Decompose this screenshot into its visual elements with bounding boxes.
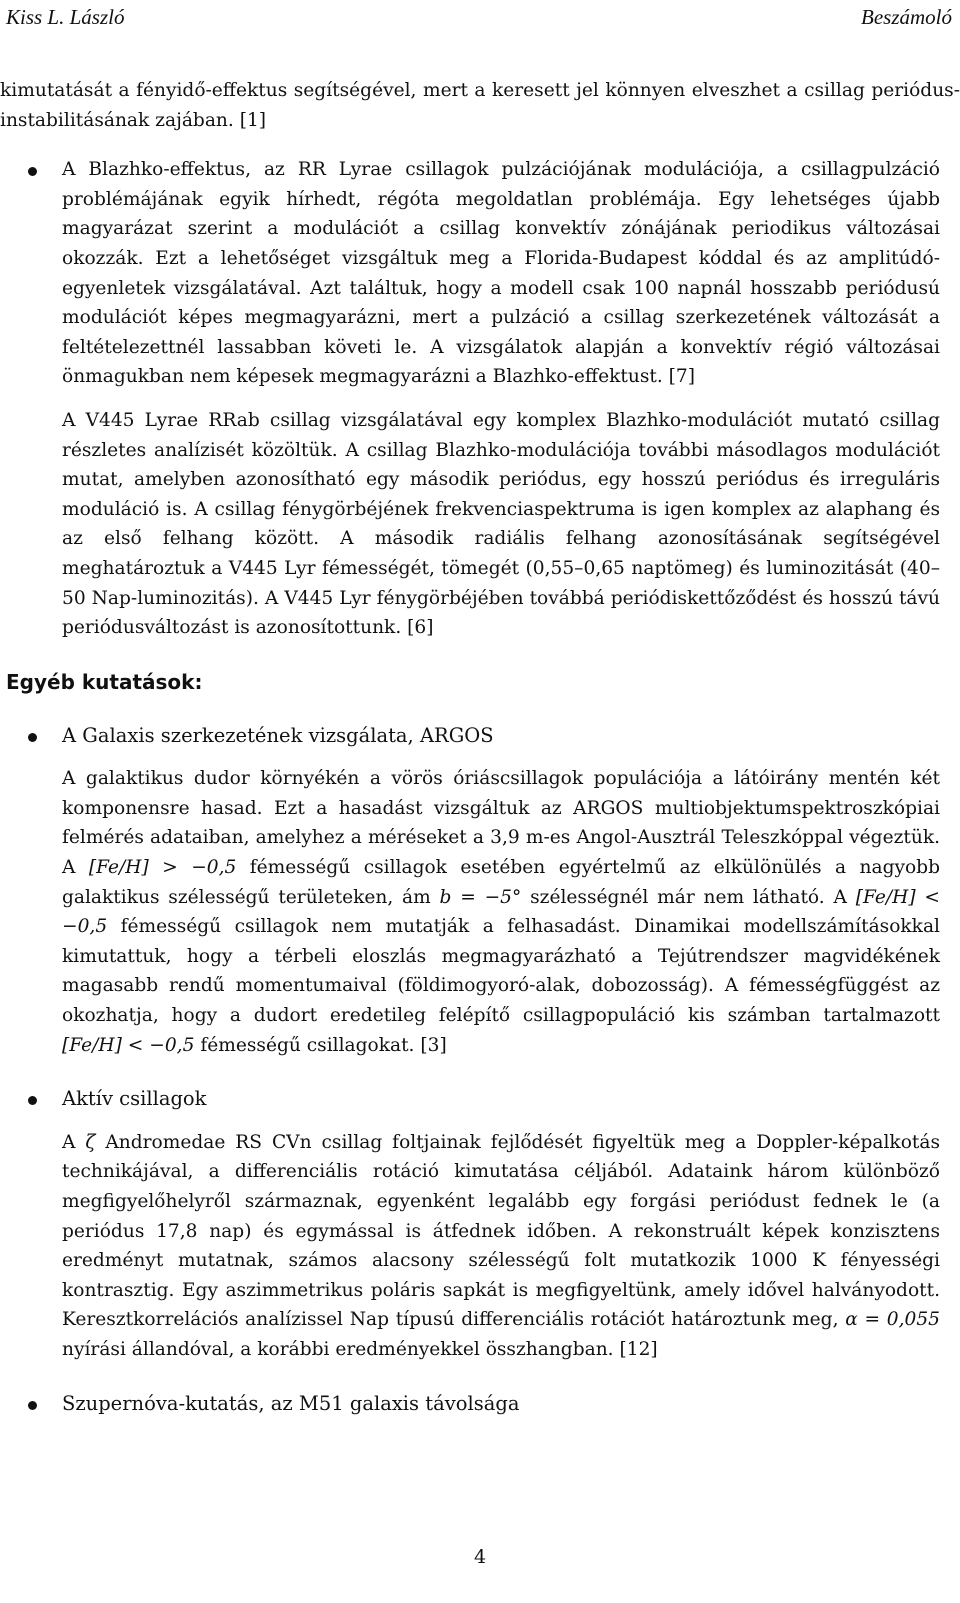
metallicity-condition: [Fe/H] > −0,5	[88, 857, 237, 879]
active-text-part: A	[62, 1131, 76, 1153]
active-text-part: nyírási állandóval, a korábbi eredményekkel összhangban. [12]	[62, 1338, 658, 1360]
galaxy-list-item	[0, 721, 940, 1061]
bullet-icon	[28, 1401, 37, 1410]
header-document-type: Beszámoló	[861, 5, 952, 29]
running-header	[6, 2, 952, 32]
blazhko-paragraph-2: A V445 Lyrae RRab csillag vizsgálatával egy komplex Blazhko-modulációt mutató csillag részletes analízisét közöltük. A csillag Blazhko-modulációja további másodlagos modulációt mutat, amelyben azonosítható egy második periódus, egy hosszú periódus és irreguláris moduláció is. A csillag fénygörbéjének frekvenciaspektruma is igen komplex az alaphang és az első felhang között. A második radiális felhang azonosításának segítségével meghatároztuk a V445 Lyr fémességét, tömegét (0,55–0,65 naptömeg) és luminozitását (40–50 Nap-luminozitás). A V445 Lyr fénygörbéjében továbbá periódiskettőződést és hosszú távú periódusváltozást is azonosítottunk. [6]	[62, 409, 940, 639]
galaxy-paragraph	[62, 764, 940, 1060]
active-text-part: Andromedae RS CVn csillag foltjainak fejlődését figyeltük meg a Doppler-képalkotás technikájával, a differenciális rotáció kimutatása céljából. Adataink három különböző megfigyelőhelyről származnak, egyenként legalább egy forgási periódust fednek le (a periódus 17,8 nap) és egymással is átfednek időben. A rekonstruált képek konzisztens eredményt mutatnak, számos alacsony szélességű folt mutatkozik 1000 K fényességi kontrasztig. Egy aszimmetrikus poláris sapkát is megfigyeltünk, amely idővel halványodott. Keresztkorrelációs analízissel Nap típusú differenciális rotációt határoztunk meg,	[62, 1131, 940, 1331]
section-heading-other-research: Egyéb kutatások:	[6, 669, 203, 694]
zeta-symbol: ζ	[85, 1131, 96, 1153]
active-stars-paragraph	[62, 1128, 940, 1365]
bullet-icon	[28, 1096, 37, 1105]
active-stars-item-title: Aktív csillagok	[62, 1087, 207, 1111]
supernova-item-title: Szupernóva-kutatás, az M51 galaxis távolsága	[62, 1391, 520, 1415]
blazhko-paragraph-1: A Blazhko-effektus, az RR Lyrae csillagok pulzációjának modulációja, a csillagpulzáció problémájának egyik hírhedt, régóta megoldatlan problémája. Egy lehetséges újabb magyarázat szerint a modulációt a csillag konvektív zónájának periodikus változásai okozzák. Ezt a lehetőséget vizsgáltuk meg a Florida-Budapest kóddal és az amplitúdó-egyenletek vizsgálatával. Azt találtuk, hogy a modell csak 100 napnál hosszabb periódusú modulációt képes megmagyarázni, mert a pulzáció a csillag szerkezetének változását a feltételezettnél lassabban követi le. A vizsgálatok alapján a konvektív régió változásai önmagukban nem képesek megmagyarázni a Blazhko-effektust. [7]	[62, 159, 940, 388]
galaxy-text-part: A galaktikus dudor környékén a vörös óriáscsillagok populációja a látóirány mentén két komponensre hasad. Ezt a hasadást vizsgáltuk az ARGOS multiobjektumspektroszkópiai felmérés adataiban, amelyhez a méréseket a 3,9 m-es Angol-Ausztrál Teleszkóppal végeztük. A	[62, 768, 940, 879]
bullet-icon	[28, 733, 37, 742]
shear-constant-value: α = 0,055	[845, 1309, 940, 1331]
galaxy-item-title: A Galaxis szerkezetének vizsgálata, ARGOS	[62, 723, 494, 747]
metallicity-condition: [Fe/H] < −0,5	[62, 1034, 195, 1056]
supernova-list-item	[0, 1389, 940, 1419]
header-author: Kiss L. László	[6, 5, 125, 29]
latitude-value: b = −5°	[439, 886, 522, 908]
active-stars-list-item	[0, 1084, 940, 1364]
galaxy-text-part: fémességű csillagokat. [3]	[200, 1034, 447, 1056]
bullet-icon	[28, 167, 37, 176]
galaxy-text-part: fémességű csillagok nem mutatják a felhasadást. Dinamikai modellszámításokkal kimutattuk, hogy a térbeli eloszlás megmagyarázható a Tejútrendszer magvidékének magasabb rendű momentumaival (földimogyoró-alak, dobozosság). A fémességfüggést az okozhatja, hogy a dudort eredetileg felépítő csillagpopuláció kis számban tartalmazott	[62, 916, 940, 1027]
page-number: 4	[473, 1546, 487, 1568]
blazhko-list-item	[0, 155, 940, 643]
metallicity-condition: [Fe/H] < −0,5	[62, 886, 940, 938]
intro-continuation-paragraph: kimutatását a fényidő-effektus segítségével, mert a keresett jel könnyen elveszhet a csillag periódus-instabilitásának zajában. [1]	[0, 80, 960, 131]
galaxy-text-part: fémességű csillagok esetében egyértelmű az elkülönülés a nagyobb galaktikus szélességű területeken, ám	[62, 857, 940, 908]
galaxy-text-part: szélességnél már nem látható. A	[530, 886, 847, 908]
page-body	[0, 76, 960, 1418]
